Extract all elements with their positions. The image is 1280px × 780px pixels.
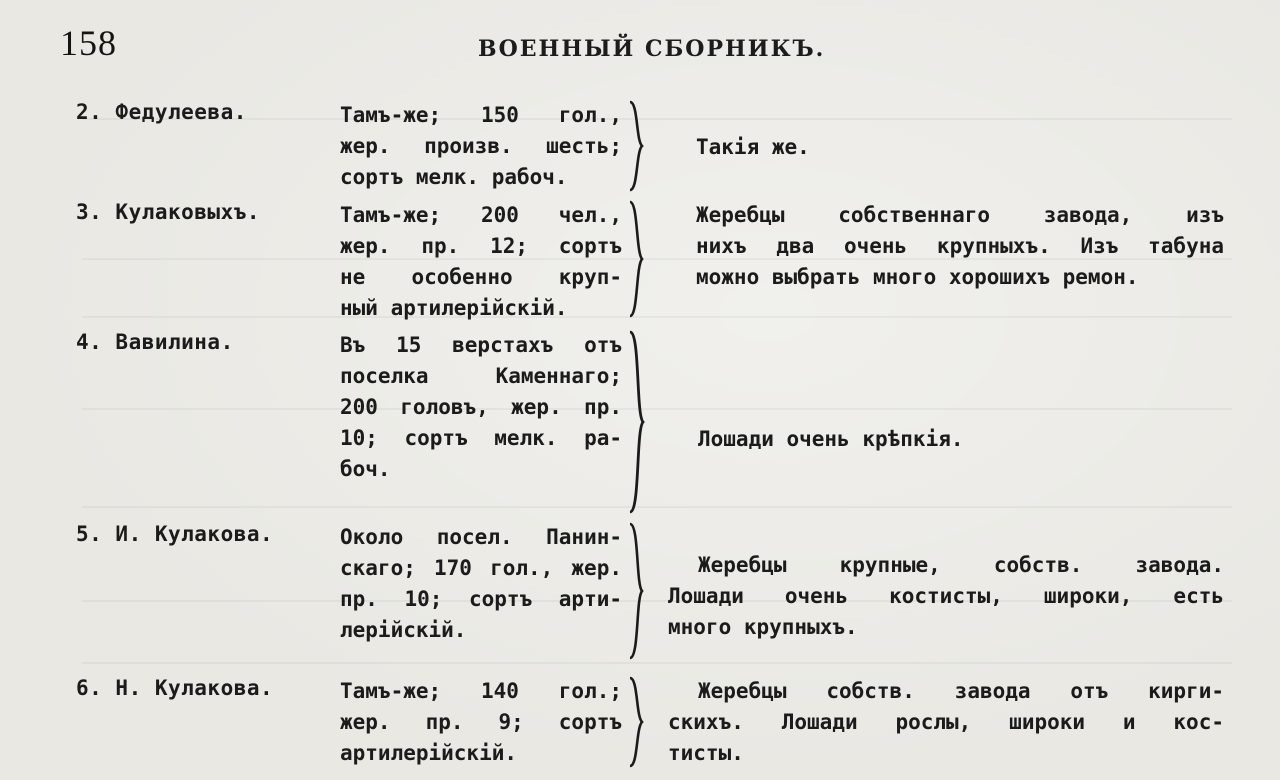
page-number: 158 — [60, 23, 117, 63]
remark-line: Такія же. — [696, 135, 810, 159]
remark-line: Лошади очень костисты, широки, есть — [668, 584, 1224, 608]
location-line: жер. пр. 9; сортъ — [340, 710, 622, 734]
curly-brace — [626, 676, 648, 768]
location-line: артилерійскій. — [340, 741, 518, 765]
entry-remark — [668, 676, 1224, 769]
running-title: ВОЕННЫЙ СБОРНИКЪ. — [478, 36, 826, 62]
remark-line: можно выбрать много хорошихъ ремон. — [696, 265, 1139, 289]
remark-line: скихъ. Лошади рослы, широки и кос- — [668, 710, 1224, 734]
entry-name: 4. Вавилина. — [76, 330, 234, 354]
bleed-through-line — [82, 118, 1232, 120]
location-line: 10; сортъ мелк. ра- — [340, 426, 622, 450]
location-line: жер. пр. 12; сортъ — [340, 234, 622, 258]
entry-name: 2. Федулеева. — [76, 100, 247, 124]
location-line: скаго; 170 гол., жер. — [340, 556, 622, 580]
entry-location — [340, 330, 622, 485]
location-line: Въ 15 верстахъ отъ — [340, 333, 622, 357]
location-line: пр. 10; сортъ арти- — [340, 587, 622, 611]
entry-remark — [698, 424, 1254, 455]
location-line: боч. — [340, 457, 391, 481]
location-line: лерійскій. — [340, 618, 467, 642]
entry-name: 3. Кулаковыхъ. — [76, 200, 261, 224]
location-line: Около посел. Панин- — [340, 525, 622, 549]
location-line: Тамъ-же; 200 чел., — [340, 203, 622, 227]
location-line: 200 головъ, жер. пр. — [340, 395, 622, 419]
remark-line: Лошади очень крѣпкія. — [698, 427, 964, 451]
curly-brace — [626, 330, 648, 514]
entry-remark — [696, 200, 1224, 293]
bleed-through-line — [82, 316, 1232, 318]
remark-line: нихъ два очень крупныхъ. Изъ табуна — [696, 234, 1224, 258]
location-line: жер. произв. шесть; — [340, 134, 622, 158]
entry-name: 6. Н. Кулакова. — [76, 676, 274, 700]
bleed-through-line — [82, 506, 1232, 508]
curly-brace — [626, 100, 648, 192]
curly-brace — [626, 200, 648, 318]
location-line: Тамъ-же; 150 гол., — [340, 103, 622, 127]
entry-remark — [696, 132, 1252, 163]
remark-line: тисты. — [668, 741, 744, 765]
bleed-through-line — [82, 408, 1232, 410]
remark-line: много крупныхъ. — [668, 615, 858, 639]
entry-location — [340, 522, 622, 646]
location-line: ный артилерійскій. — [340, 296, 568, 320]
location-line: сортъ мелк. рабоч. — [340, 165, 568, 189]
location-line: не особенно круп- — [340, 265, 622, 289]
bleed-through-line — [82, 662, 1232, 664]
location-line: Тамъ-же; 140 гол.; — [340, 679, 622, 703]
entry-location — [340, 100, 622, 193]
remark-line: Жеребцы собств. завода отъ кирги- — [698, 679, 1224, 703]
entry-name: 5. И. Кулакова. — [76, 522, 274, 546]
remark-line: Жеребцы крупные, собств. завода. — [698, 553, 1224, 577]
location-line: поселка Каменнаго; — [340, 364, 622, 388]
remark-line: Жеребцы собственнаго завода, изъ — [696, 203, 1224, 227]
entry-location — [340, 676, 622, 769]
curly-brace — [626, 522, 648, 660]
entry-remark — [668, 550, 1224, 643]
entry-location — [340, 200, 622, 324]
